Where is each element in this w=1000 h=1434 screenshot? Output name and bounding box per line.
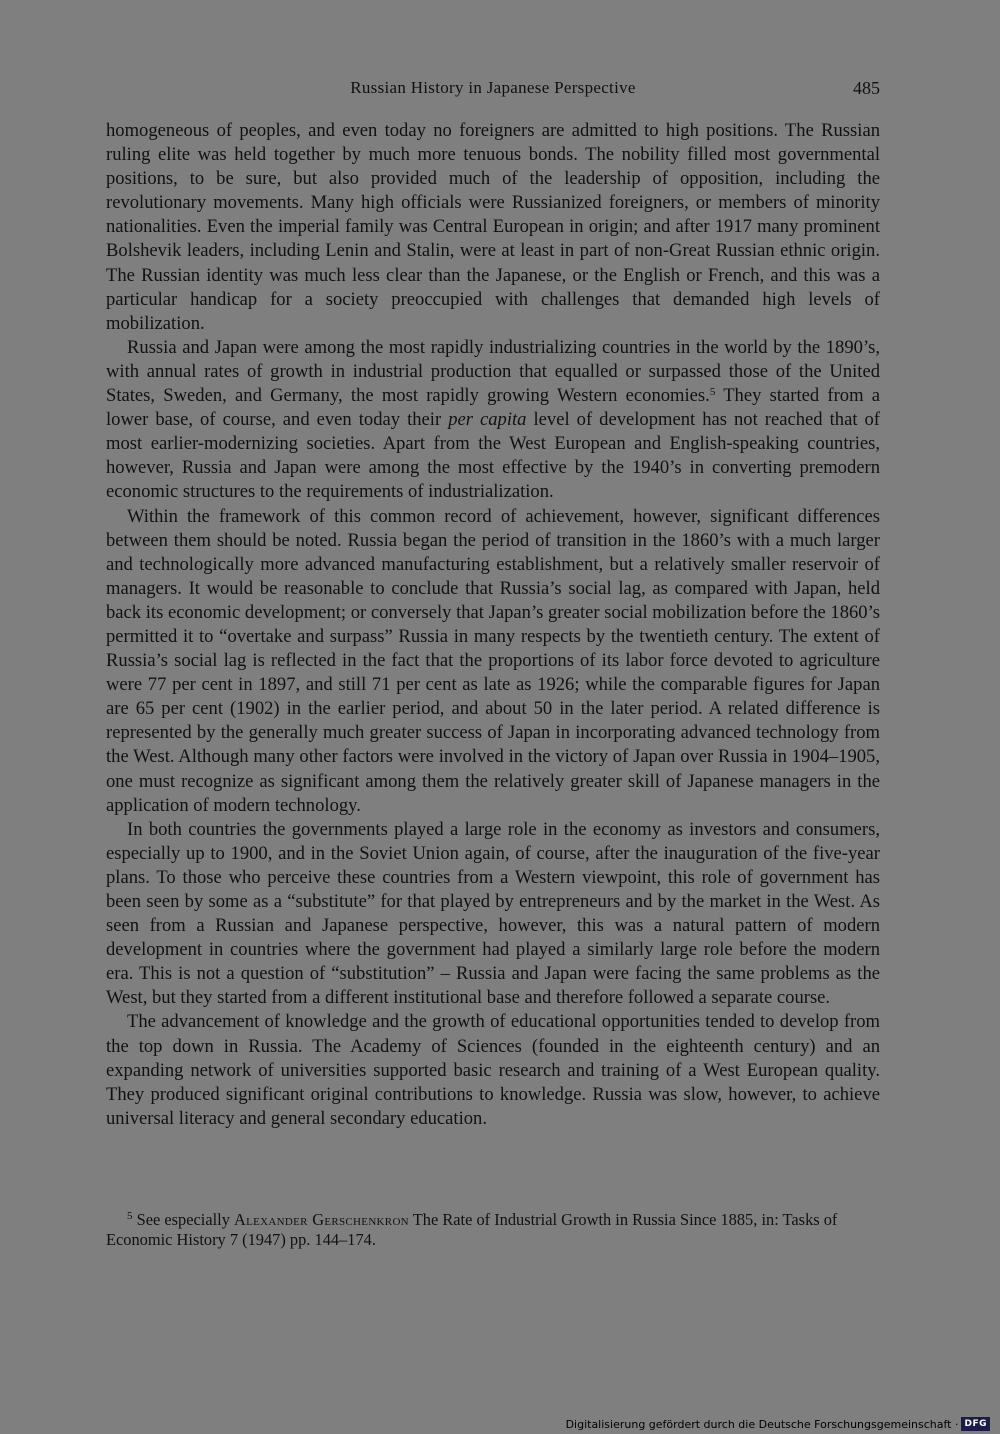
footnote-number: 5	[127, 1210, 133, 1222]
paragraph-1: homogeneous of peoples, and even today no foreigners are admitted to high positions. The Russian ruling elite was held together by much more tenuous bonds. The nobility filled most governmental positions, to be sure, but also provided much of the leadership of opposition, including the revolutionary movements. Many high officials were Russianized foreigners, or members of minority nationalities. Even the imperial family was Central European in origin; and after 1917 many prominent Bolshevik leaders, including Lenin and Stalin, were at least in part of non-Great Russian ethnic origin. The Russian identity was much less clear than the Japanese, or the English or French, and this was a particular handicap for a society preoccupied with challenges that demanded high levels of mobilization.	[106, 120, 880, 334]
paragraph-5: The advancement of knowledge and the growth of educational opportunities tended to develop from the top down in Russia. The Academy of Sciences (founded in the eighteenth century) and an expanding network of universities supported basic research and training of a West European quality. They produced significant original contributions to knowledge. Russia was slow, however, to achieve universal literacy and general secondary education.	[106, 1011, 880, 1129]
credit-text: Digitalisierung gefördert durch die Deutsche Forschungsgemeinschaft ·	[565, 1417, 959, 1431]
paragraph-3: Within the framework of this common record of achievement, however, significant differences between them should be noted. Russia began the period of transition in the 1860’s with a much larger and technologically more advanced manufacturing establishment, but a relatively smaller reservoir of managers. It would be reasonable to conclude that Russia’s social lag, as compared with Japan, held back its economic development; or conversely that Japan’s greater social mobilization before the 1860’s permitted it to “overtake and surpass” Russia in many respects by the twentieth century. The extent of Russia’s social lag is reflected in the fact that the proportions of its labor force devoted to agriculture were 77 per cent in 1897, and still 71 per cent as late as 1926; while the comparable figures for Japan are 65 per cent (1902) in the earlier period, and about 50 in the later period. A related difference is represented by the generally much greater success of Japan in incorporating advanced technology from the West. Although many other factors were involved in the victory of Japan over Russia in 1904–1905, one must recognize as significant among them the relatively greater skill of Japanese managers in the application of modern technology.	[106, 505, 880, 816]
page-number: 485	[853, 78, 880, 98]
paragraph-2-part1: Russia and Japan were among the most rapidly industrializing countries in the world by the 1890’s, with annual rates of growth in industrial production that equalled or surpassed those of the United States, Sweden, and Germany, the most rapidly growing Western economies.	[106, 336, 880, 407]
footnote	[106, 1210, 880, 1250]
paragraph-2-part3: level of development has not reached that of most earlier-modernizing societies. Apart from the West European and English-speaking countries, however, Russia and Japan were among the most effective by the 1940’s in converting premodern economic structures to the requirements of industrialization.	[106, 409, 880, 503]
paragraph-4: In both countries the governments played a large role in the economy as investors and consumers, especially up to 1900, and in the Soviet Union again, of course, after the inauguration of the five-year plans. To those who perceive these countries from a Western viewpoint, this role of government has been seen by some as a “substitute” for that played by entrepreneurs and by the market in the West. As seen from a Russian and Japanese perspective, however, this was a natural pattern of modern development in countries where the government had played a similarly large role before the modern era. This is not a question of “substitution” – Russia and Japan were facing the same problems as the West, but they started from a different institutional base and therefore followed a separate course.	[106, 818, 880, 1009]
body-text	[106, 119, 880, 1131]
dfg-logo-icon: DFG	[961, 1417, 990, 1431]
footnote-prefix: See especially	[132, 1210, 234, 1229]
footnote-author: Alexander Gerschenkron	[234, 1210, 409, 1229]
page-header	[106, 78, 880, 104]
digitization-credit	[566, 1417, 990, 1431]
paragraph-2	[106, 336, 880, 505]
paragraph-2-part2: They started from a lower base, of course, and even today their	[106, 385, 881, 431]
footnote-text: The Rate of Industrial Growth in Russia Since 1885, in: Tasks of Economic History 7 (1947) pp. 144–174.	[106, 1210, 838, 1249]
footnote-ref: 5	[709, 386, 716, 399]
italic-per-capita: per capita	[448, 409, 527, 431]
running-title: Russian History in Japanese Perspective	[350, 78, 636, 97]
